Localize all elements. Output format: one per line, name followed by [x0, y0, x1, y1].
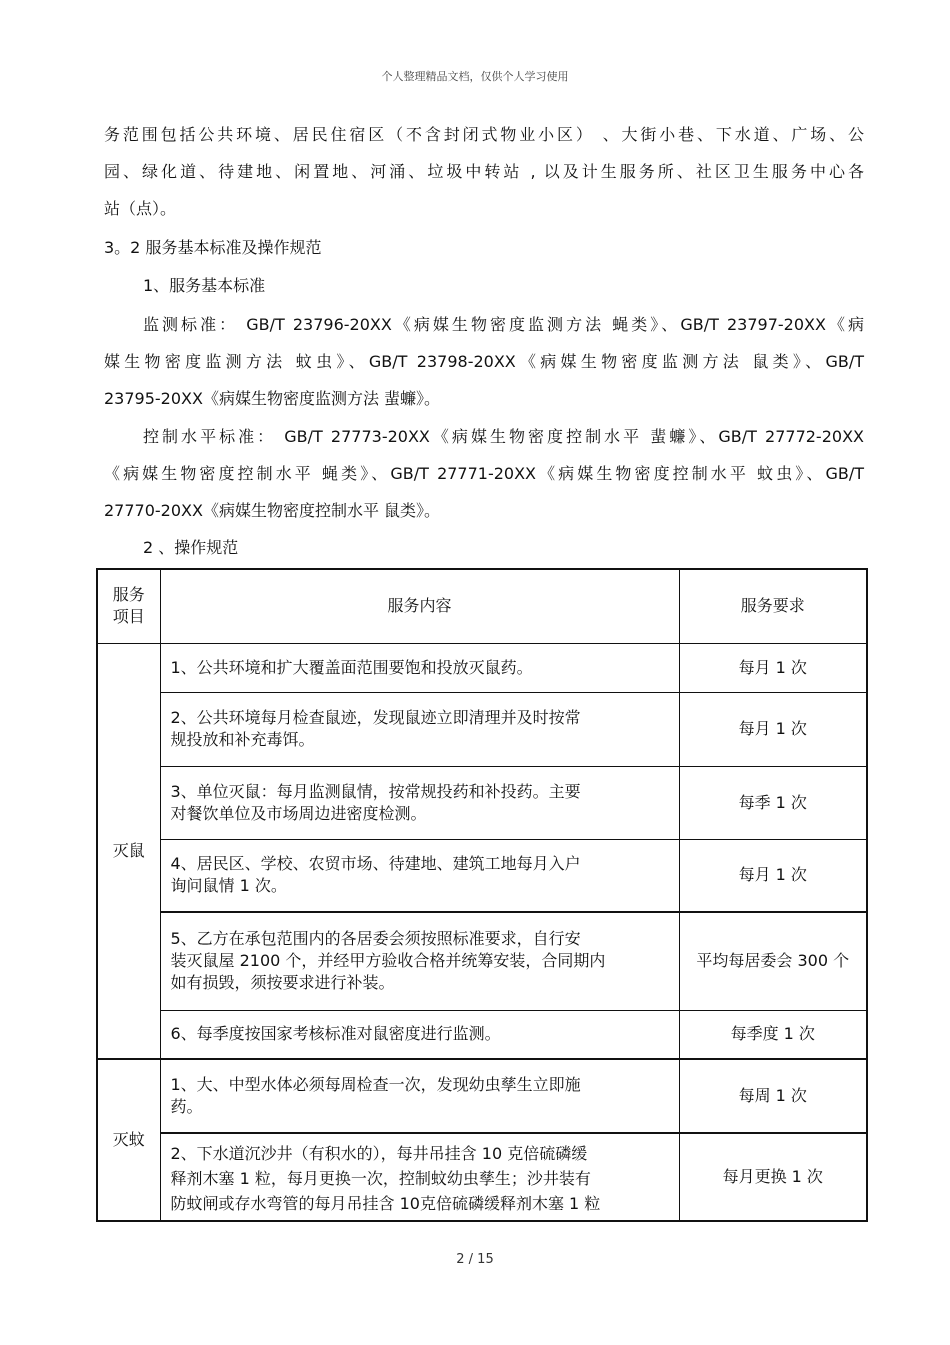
- table-row: [97, 766, 867, 839]
- control-line-3: 27770-20XX《病媒生物密度控制水平 鼠类》。: [104, 501, 441, 520]
- control-line-1: 控制水平标准： GB/T 27773-20XX《病媒生物密度控制水平 蜚蠊》、GB/T 27772-20XX: [143, 427, 864, 446]
- table-row: [97, 643, 867, 692]
- table-row: [97, 1133, 867, 1221]
- table-row: [97, 1059, 867, 1133]
- intro-line-2: 园、绿化道、待建地、闲置地、河涌、垃圾中转站 , 以及计生服务所、社区卫生服务中心各: [104, 162, 864, 181]
- table-row: [97, 912, 867, 1010]
- row-requirement: 每周 1 次: [679, 1059, 867, 1133]
- subsection-standards: 1、服务基本标准: [143, 276, 266, 295]
- monitor-line-2: 媒生物密度监测方法 蚊虫》、GB/T 23798-20XX《病媒生物密度监测方法 鼠类》、GB/T: [104, 352, 864, 371]
- row-content: 1、大、中型水体必须每周检查一次，发现幼虫孳生立即施 药。: [160, 1059, 679, 1133]
- group-rodent: 灭鼠: [97, 643, 160, 1059]
- row-content: 4、居民区、学校、农贸市场、待建地、建筑工地每月入户 询问鼠情 1 次。: [160, 839, 679, 912]
- row-content: 1、公共环境和扩大覆盖面范围要饱和投放灭鼠药。: [160, 643, 679, 692]
- header-requirement: 服务要求: [679, 569, 867, 643]
- control-line-2: 《病媒生物密度控制水平 蝇类》、GB/T 27771-20XX《病媒生物密度控制水平 蚊虫》、GB/T: [104, 464, 864, 483]
- row-requirement: 平均每居委会 300 个: [679, 912, 867, 1010]
- intro-line-1: 务范围包括公共环境、居民住宿区（不含封闭式物业小区） 、大街小巷、下水道、广场、公: [104, 125, 864, 144]
- row-requirement: 每月 1 次: [679, 643, 867, 692]
- row-content: 6、每季度按国家考核标准对鼠密度进行监测。: [160, 1010, 679, 1059]
- subsection-procedures: 2 、操作规范: [143, 538, 239, 557]
- row-requirement: 每月更换 1 次: [679, 1133, 867, 1221]
- header-item: 服务 项目: [97, 569, 160, 643]
- section-title: 3。2 服务基本标准及操作规范: [104, 238, 322, 257]
- row-requirement: 每季度 1 次: [679, 1010, 867, 1059]
- group-mosquito: 灭蚊: [97, 1059, 160, 1221]
- page-header: 个人整理精品文档，仅供个人学习使用: [381, 70, 569, 83]
- table-row: [97, 1010, 867, 1059]
- row-requirement: 每月 1 次: [679, 692, 867, 766]
- row-requirement: 每季 1 次: [679, 766, 867, 839]
- page-number: 2 / 15: [456, 1252, 494, 1267]
- row-content: 2、下水道沉沙井（有积水的），每井吊挂含 10 克倍硫磷缓 释剂木塞 1 粒，每月更换一次，控制蚊幼虫孳生；沙井装有 防蚊闸或存水弯管的每月吊挂含 10克倍硫磷缓释剂木塞 1 粒: [160, 1133, 679, 1221]
- monitor-line-3: 23795-20XX《病媒生物密度监测方法 蜚蠊》。: [104, 389, 441, 408]
- row-content: 3、单位灭鼠：每月监测鼠情，按常规投药和补投药。主要 对餐饮单位及市场周边进密度检测。: [160, 766, 679, 839]
- service-table: [96, 568, 868, 1222]
- monitor-line-1: 监测标准： GB/T 23796-20XX《病媒生物密度监测方法 蝇类》、GB/T 23797-20XX《病: [143, 315, 864, 334]
- table-row: [97, 839, 867, 912]
- row-content: 2、公共环境每月检查鼠迹，发现鼠迹立即清理并及时按常 规投放和补充毒饵。: [160, 692, 679, 766]
- row-requirement: 每月 1 次: [679, 839, 867, 912]
- intro-line-3: 站（点）。: [104, 199, 177, 218]
- header-content: 服务内容: [160, 569, 679, 643]
- table-row: [97, 692, 867, 766]
- table-header-row: [97, 569, 867, 643]
- row-content: 5、乙方在承包范围内的各居委会须按照标准要求，自行安 装灭鼠屋 2100 个，并经甲方验收合格并统筹安装，合同期内 如有损毁，须按要求进行补装。: [160, 912, 679, 1010]
